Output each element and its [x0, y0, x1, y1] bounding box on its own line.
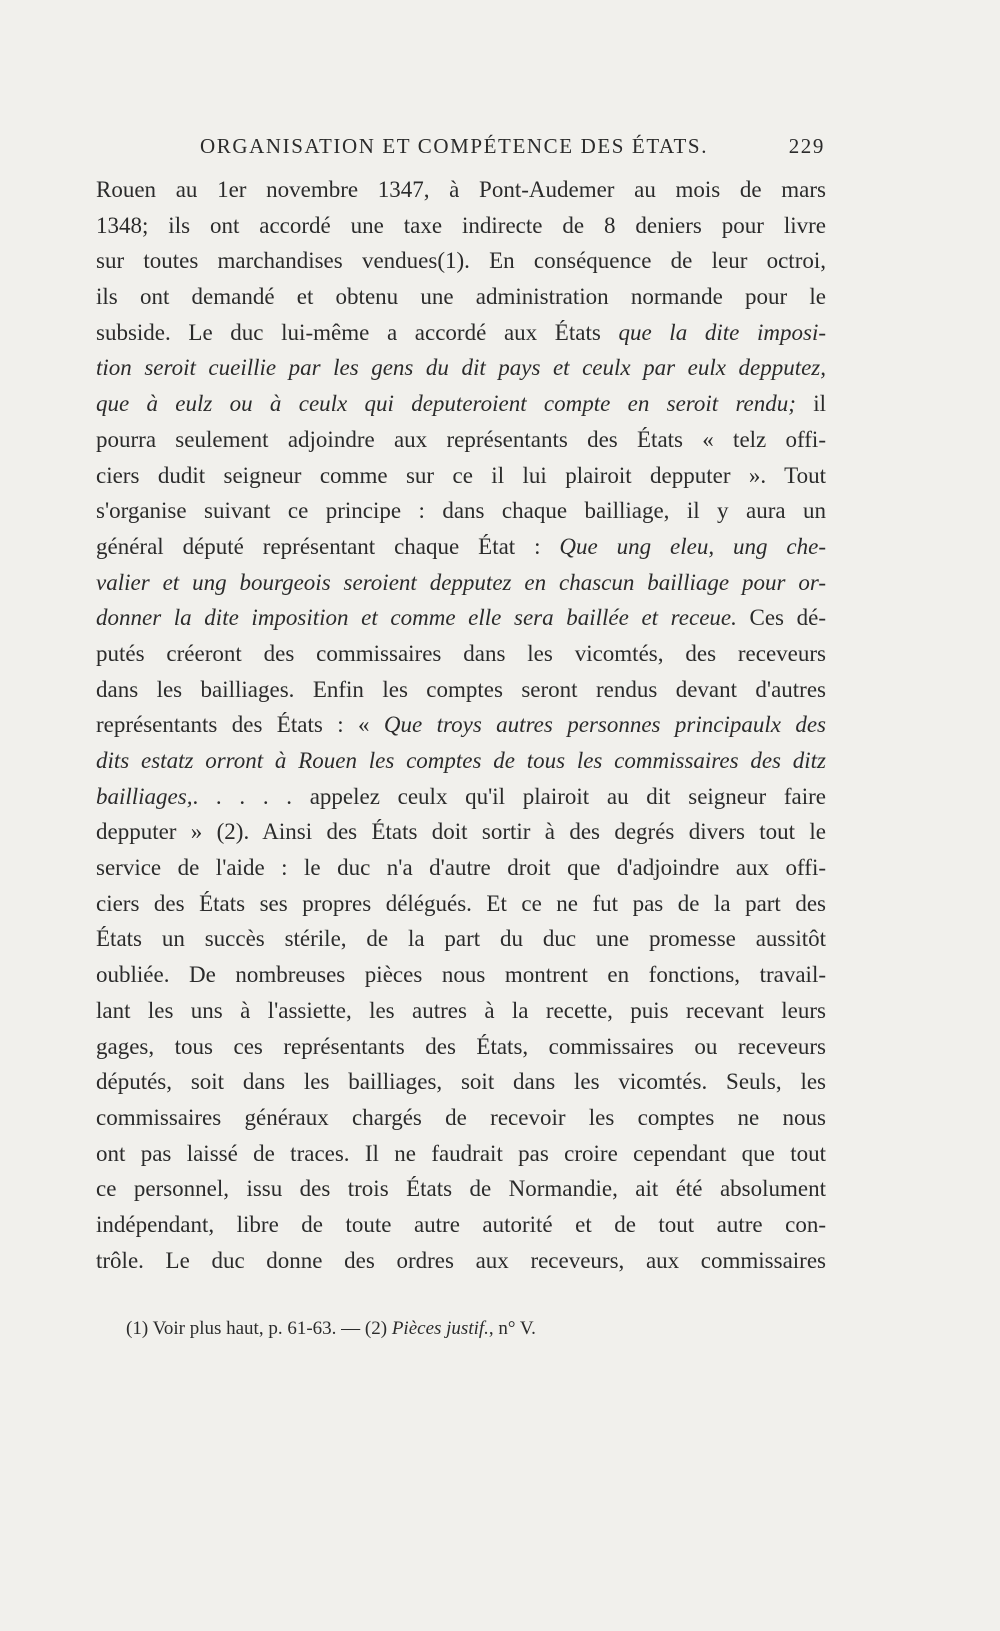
text-line [96, 1243, 826, 1279]
text-line [96, 672, 826, 708]
running-header [200, 128, 825, 168]
text-line [96, 1029, 826, 1065]
text-segment: 1348; ils ont accordé une taxe indirecte de 8 deniers pour livre [96, 212, 826, 238]
text-line [96, 529, 826, 565]
text-line [96, 350, 826, 386]
page-number: 229 [788, 134, 825, 158]
text-line [96, 422, 826, 458]
text-segment: indépendant, libre de toute autre autorité et de tout autre con- [96, 1211, 826, 1237]
text-line [96, 707, 826, 743]
text-segment: trôle. Le duc donne des ordres aux receveurs, aux commissaires [96, 1247, 826, 1273]
footnotes [126, 1318, 826, 1340]
text-segment: ciers des États ses propres délégués. Et ce ne fut pas de la part des [96, 890, 826, 916]
text-line [96, 1064, 826, 1100]
italic-segment: dits estatz orront à Rouen les comptes de tous les commissaires des ditz [96, 748, 826, 773]
text-line [96, 993, 826, 1029]
text-segment: Rouen au 1er novembre 1347, à Pont-Audemer au mois de mars [96, 177, 826, 202]
text-line [96, 493, 826, 529]
text-segment: il [795, 391, 826, 417]
footnote-1-marker: (1) [126, 1318, 149, 1339]
footnote-1-text: Voir plus haut, p. 61-63. — [148, 1318, 365, 1339]
text-segment: . . . . . appelez ceulx qu'il plairoit au dit seigneur faire [192, 783, 826, 809]
italic-segment: tion seroit cueillie par les gens du dit pays et ceulx par eulx depputez, [96, 355, 826, 381]
text-line [96, 921, 826, 957]
text-segment: depputer » (2). Ainsi des États doit sortir à des degrés divers tout le [96, 819, 826, 845]
text-segment: Ces dé- [736, 605, 826, 631]
text-line [96, 886, 826, 922]
text-line [96, 1171, 826, 1207]
italic-segment: valier et ung bourgeois seroient depputez en chascun bailliage pour or- [96, 569, 826, 595]
text-line [96, 850, 826, 886]
text-line [96, 279, 826, 315]
italic-segment: Que troys autres personnes principaulx des [383, 712, 827, 738]
text-segment: service de l'aide : le duc n'a d'autre droit que d'adjoindre aux offi- [96, 855, 826, 881]
text-segment: ciers dudit seigneur comme sur ce il lui plairoit depputer ». Tout [96, 462, 826, 488]
text-line [96, 779, 826, 815]
text-line [96, 957, 826, 993]
text-segment: pourra seulement adjoindre aux représentants des États « telz offi- [96, 426, 826, 452]
footnote-2-marker: (2) [364, 1318, 388, 1339]
text-segment: général député représentant chaque État : [96, 533, 560, 559]
text-segment: subside. Le duc lui-même a accordé aux États [96, 319, 619, 345]
text-segment: dans les bailliages. Enfin les comptes seront rendus devant d'autres [96, 676, 826, 702]
footnote-2-italic: Pièces justif. [387, 1318, 489, 1339]
text-line [96, 600, 826, 636]
text-line [96, 1100, 826, 1136]
text-segment: gages, tous ces représentants des États, commissaires ou receveurs [96, 1033, 826, 1059]
text-segment: États un succès stérile, de la part du duc une promesse aussitôt [96, 926, 826, 952]
italic-segment: Que ung eleu, ung che- [559, 533, 827, 559]
body-text [96, 172, 826, 1278]
italic-segment: que à eulz ou à ceulx qui deputeroient compte en seroit rendu; [96, 391, 796, 417]
italic-segment: bailliages, [96, 783, 193, 809]
running-title: ORGANISATION ET COMPÉTENCE DES ÉTATS. [200, 134, 709, 158]
text-segment: ce personnel, issu des trois États de Normandie, ait été absolument [96, 1176, 826, 1202]
text-line [96, 458, 826, 494]
text-line [96, 565, 826, 601]
text-segment: commissaires généraux chargés de recevoir les comptes ne nous [96, 1104, 826, 1130]
italic-segment: que la dite imposi- [618, 319, 826, 345]
text-line [96, 743, 826, 779]
text-line [96, 315, 826, 351]
text-line [96, 814, 826, 850]
text-segment: ont pas laissé de traces. Il ne faudrait pas croire cependant que tout [96, 1140, 826, 1166]
text-segment: putés créeront des commissaires dans les vicomtés, des receveurs [96, 640, 826, 666]
text-segment: représentants des États : « [96, 712, 384, 738]
text-line [96, 386, 826, 422]
italic-segment: donner la dite imposition et comme elle sera baillée et receue. [96, 605, 737, 631]
text-segment: lant les uns à l'assiette, les autres à la recette, puis recevant leurs [96, 997, 826, 1023]
text-line [96, 1207, 826, 1243]
text-segment: oubliée. De nombreuses pièces nous montrent en fonctions, travail- [96, 962, 826, 988]
text-line [96, 243, 826, 279]
text-segment: sur toutes marchandises vendues(1). En conséquence de leur octroi, [96, 248, 826, 274]
text-line [96, 636, 826, 672]
text-segment: s'organise suivant ce principe : dans chaque bailliage, il y aura un [96, 498, 826, 524]
text-segment: ils ont demandé et obtenu une administration normande pour le [96, 284, 826, 310]
footnote-2-text: , n° V. [488, 1318, 536, 1339]
text-line [96, 172, 826, 208]
text-line [96, 208, 826, 244]
text-segment: députés, soit dans les bailliages, soit dans les vicomtés. Seuls, les [96, 1069, 826, 1095]
text-line [96, 1136, 826, 1172]
